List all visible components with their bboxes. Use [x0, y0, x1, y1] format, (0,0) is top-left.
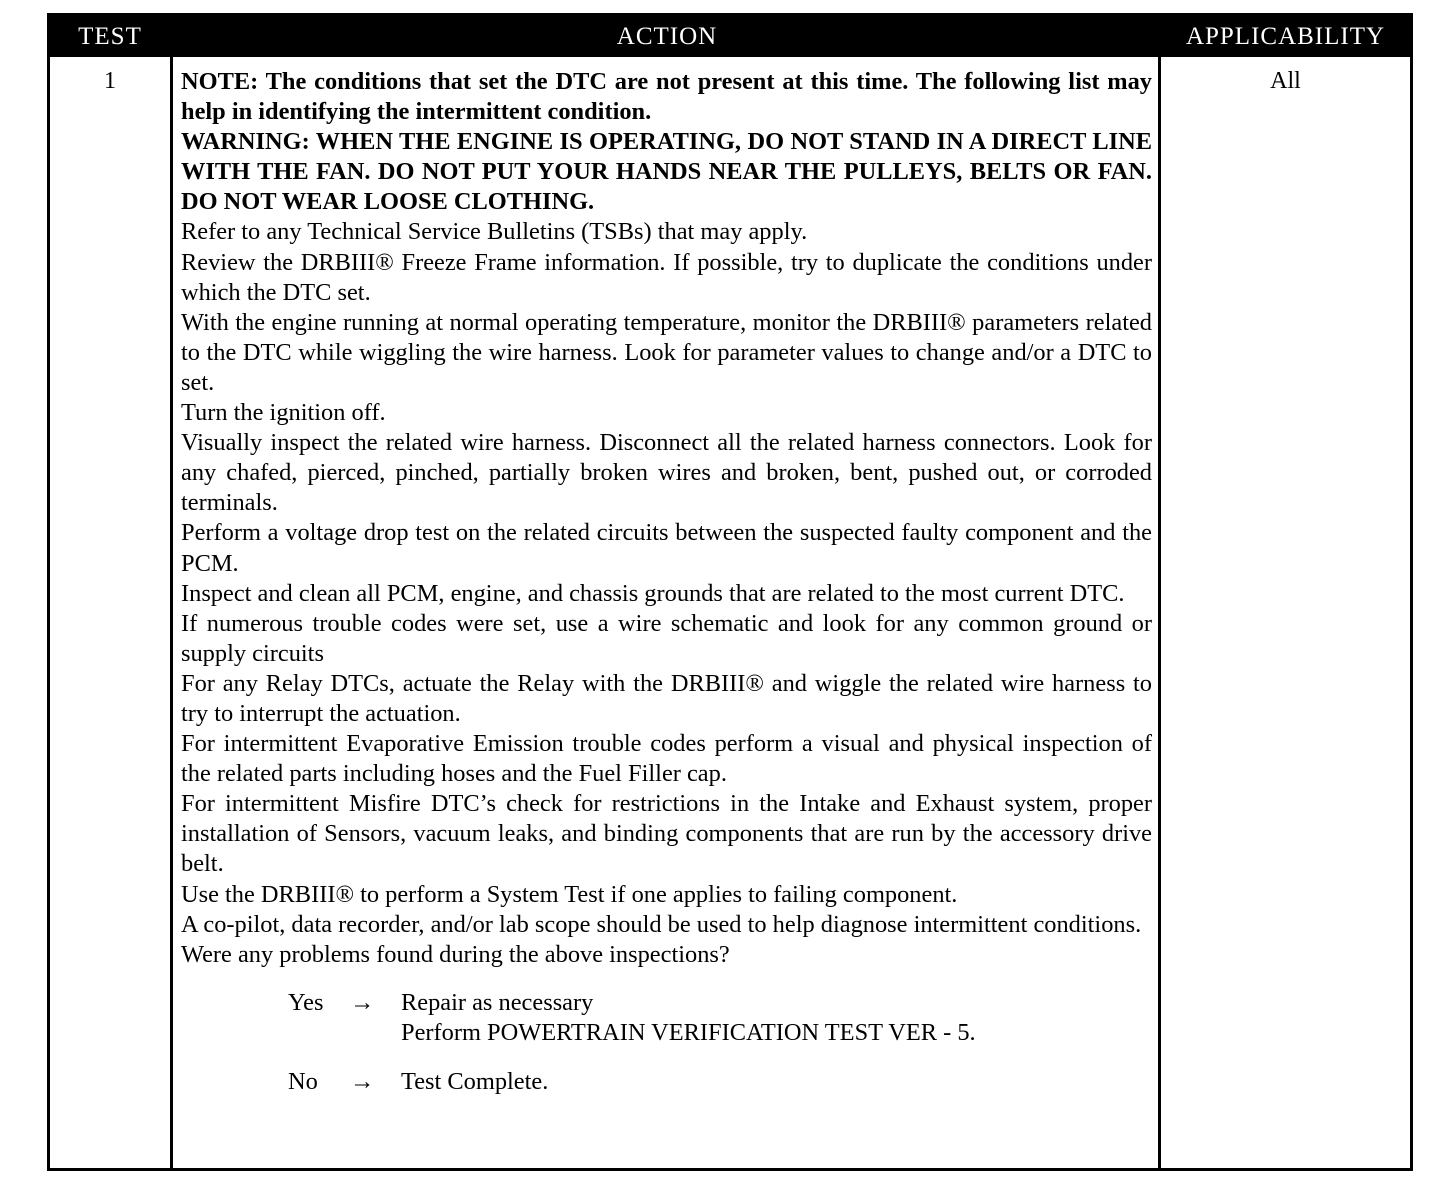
no-action: Test Complete.: [401, 1067, 549, 1095]
action-step: Refer to any Technical Service Bulletins (TSBs) that may apply.: [181, 218, 808, 246]
column-divider: [170, 57, 173, 1168]
header-test: TEST: [78, 23, 142, 50]
action-step: Inspect and clean all PCM, engine, and chassis grounds that are related to the most current DTC.: [181, 579, 1125, 607]
table-header-row: [50, 16, 1410, 57]
action-step: For intermittent Misfire DTC’s check for restrictions in the Intake and Exhaust system, proper installation of Sensors, vacuum leaks, and binding components that are run by the accessory drive belt.: [181, 790, 1152, 878]
right-arrow-icon: →: [350, 988, 375, 1016]
column-divider: [1158, 57, 1161, 1168]
right-arrow-icon: →: [350, 1067, 375, 1095]
test-number: 1: [104, 68, 116, 94]
no-label: No: [288, 1067, 318, 1095]
action-step: Review the DRBIII® Freeze Frame information. If possible, try to duplicate the conditions under which the DTC set.: [181, 248, 1152, 306]
action-step: Use the DRBIII® to perform a System Test if one applies to failing component.: [181, 880, 958, 908]
question-text: Were any problems found during the above inspections?: [181, 940, 730, 968]
action-cell: [181, 67, 1152, 1097]
note-text: NOTE: The conditions that set the DTC are not present at this time. The following list may help in identifying the intermittent condition.: [181, 68, 1152, 126]
action-step: Turn the ignition off.: [181, 399, 386, 427]
action-step: For intermittent Evaporative Emission trouble codes perform a visual and physical inspection of the related parts including hoses and the Fuel Filler cap.: [181, 730, 1152, 788]
applicability-value: All: [1270, 68, 1301, 94]
no-branch: [181, 1067, 1152, 1097]
action-step: Visually inspect the related wire harness. Disconnect all the related harness connectors. Look for any chafed, pierced, pinched, partially broken wires and broken, bent, pushed out, or corroded terminals.: [181, 429, 1152, 517]
action-step: If numerous trouble codes were set, use a wire schematic and look for any common ground or supply circuits: [181, 609, 1152, 667]
action-step: With the engine running at normal operating temperature, monitor the DRBIII® parameters related to the DTC while wiggling the wire harness. Look for parameter values to change and/or a DTC to set.: [181, 308, 1152, 396]
header-applicability: APPLICABILITY: [1185, 23, 1386, 50]
yes-branch: [181, 988, 1152, 1018]
warning-text: WARNING: WHEN THE ENGINE IS OPERATING, DO NOT STAND IN A DIRECT LINE WITH THE FAN. DO NOT PUT YOUR HANDS NEAR THE PULLEYS, BELTS OR FAN. DO NOT WEAR LOOSE CLOTHING.: [181, 128, 1152, 216]
yes-branch-line2: [181, 1018, 1152, 1048]
action-step: A co-pilot, data recorder, and/or lab scope should be used to help diagnose intermittent conditions.: [181, 910, 1142, 938]
header-action: ACTION: [616, 23, 718, 50]
yes-action-1: Repair as necessary: [401, 988, 594, 1016]
action-step: Perform a voltage drop test on the related circuits between the suspected faulty component and the PCM.: [181, 519, 1152, 577]
action-step: For any Relay DTCs, actuate the Relay with the DRBIII® and wiggle the related wire harness to try to interrupt the actuation.: [181, 669, 1152, 727]
yes-action-2: Perform POWERTRAIN VERIFICATION TEST VER - 5.: [401, 1018, 976, 1046]
yes-label: Yes: [288, 988, 324, 1016]
diagnostic-test-table: [47, 13, 1413, 1171]
